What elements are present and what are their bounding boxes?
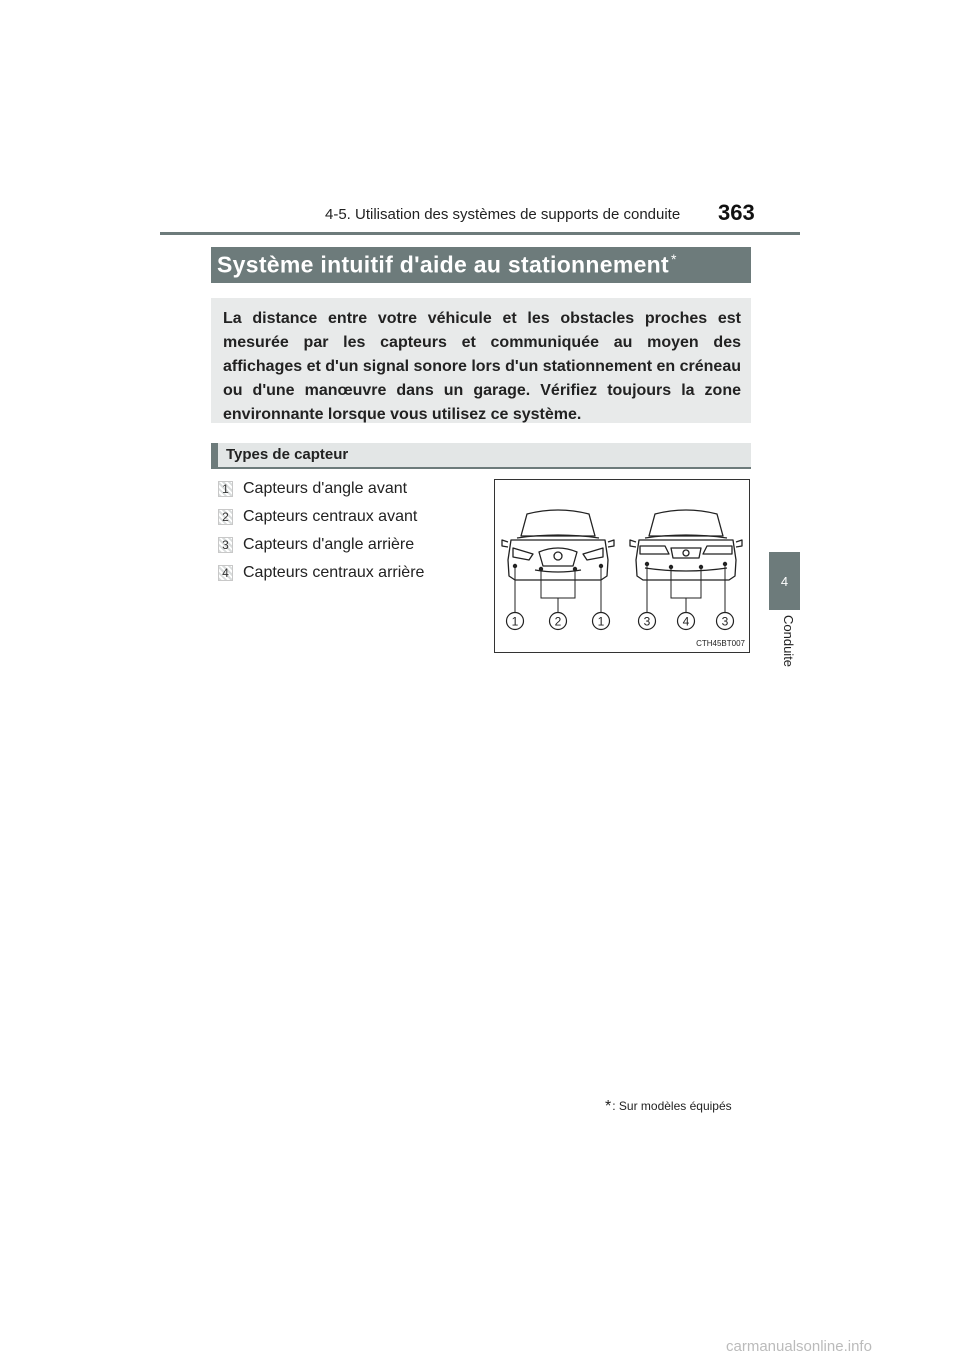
header-divider [160,232,800,235]
list-item [218,475,424,503]
chapter-tab-label: Conduite [781,615,796,668]
page-title-text: Système intuitif d'aide au stationnement [217,251,669,278]
sensor-label: Capteurs d'angle avant [243,480,408,497]
section-title: Types de capteur [211,443,751,469]
callout-label: 4 [682,614,690,629]
sensor-label: Capteurs centraux arrière [243,564,425,581]
footnote-text: : Sur modèles équipés [612,1099,732,1113]
callout-label: 3 [643,614,651,629]
watermark: carmanualsonline.info [726,1338,872,1355]
callout-label: 3 [721,614,729,629]
running-header: 4-5. Utilisation des systèmes de supports de conduite [325,206,681,223]
intro-text: La distance entre votre véhicule et les obstacles proches est mesurée par les capteurs et communiquée au moyen des affichages et d'un signal sonore lors d'un stationnement en créneau ou d'une manœuvre dans un garage. Vérifiez toujours la zone environnante lorsque vous utilisez ce système. [211,298,751,423]
sensor-label: Capteurs d'angle arrière [243,536,415,553]
number-badge: 3 [218,537,233,553]
callout-label: 1 [597,614,605,629]
page-title [211,247,751,283]
list-item [218,531,424,559]
footnote [605,1098,732,1116]
number-badge: 4 [218,565,233,581]
callout-label: 1 [511,614,519,629]
car-illustration [495,480,748,651]
sensor-diagram [494,479,750,653]
sensor-list [218,475,424,587]
list-item [218,559,424,587]
asterisk-icon: * [605,1098,612,1115]
chapter-tab[interactable]: 4 [769,552,800,610]
callout-label: 2 [554,614,562,629]
page-number: 363 [718,200,755,225]
number-badge: 2 [218,509,233,525]
equipped-asterisk: * [671,251,677,267]
figure-code: CTH45BT007 [696,639,745,648]
list-item [218,503,424,531]
number-badge: 1 [218,481,233,497]
sensor-label: Capteurs centraux avant [243,508,418,525]
